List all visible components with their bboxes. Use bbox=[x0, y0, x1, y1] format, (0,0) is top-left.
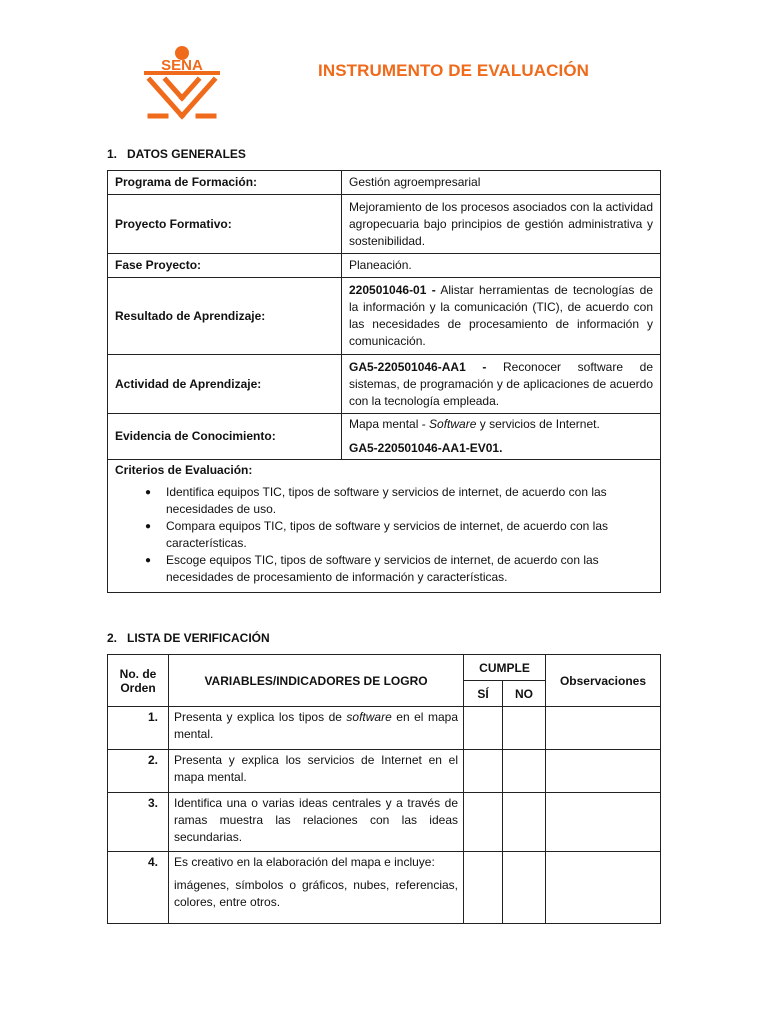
list-item: ● Escoge equipos TIC, tipos de software y servicios de internet, de acuerdo con las necesidades de procesamiento de información y características. bbox=[145, 553, 599, 584]
evidence-em: Software bbox=[429, 417, 477, 431]
header-row bbox=[108, 655, 661, 681]
bullet-icon: ● bbox=[145, 521, 152, 532]
row-value: Gestión agroempresarial bbox=[342, 171, 661, 195]
result-code: 220501046-01 - bbox=[349, 283, 436, 297]
section-lista-verificacion: 2. LISTA DE VERIFICACIÓN bbox=[107, 631, 270, 645]
row-label: Resultado de Aprendizaje: bbox=[108, 278, 342, 355]
row-indicator: Presenta y explica los servicios de Internet en el mapa mental. bbox=[169, 750, 464, 793]
sena-logo bbox=[140, 44, 224, 120]
row-label: Fase Proyecto: bbox=[108, 254, 342, 278]
table-row bbox=[108, 171, 661, 195]
header-num: No. de Orden bbox=[108, 655, 169, 707]
row-value: Planeación. bbox=[342, 254, 661, 278]
row-value bbox=[342, 355, 661, 414]
row-label: Proyecto Formativo: bbox=[108, 195, 342, 254]
cell-si[interactable] bbox=[464, 793, 503, 852]
cell-no[interactable] bbox=[503, 750, 546, 793]
row-number: 1. bbox=[108, 707, 169, 750]
list-item: ● Identifica equipos TIC, tipos de software y servicios de internet, de acuerdo con las necesidades de uso. bbox=[145, 485, 607, 516]
evidence-code: GA5-220501046-AA1-EV01. bbox=[349, 441, 503, 455]
list-item: ● Compara equipos TIC, tipos de software y servicios de internet, de acuerdo con las características. bbox=[145, 519, 609, 550]
row-value: Mejoramiento de los procesos asociados con la actividad agropecuaria bajo principios de gestión administrativa y sostenibilidad. bbox=[342, 195, 661, 254]
logo-text: SENA bbox=[161, 57, 203, 74]
criteria-list bbox=[115, 484, 653, 586]
table-row bbox=[108, 254, 661, 278]
row-label: Programa de Formación: bbox=[108, 171, 342, 195]
table-row bbox=[108, 355, 661, 414]
evidence-pre: Mapa mental - bbox=[349, 417, 430, 431]
table-row bbox=[108, 195, 661, 254]
header-indicator: VARIABLES/INDICADORES DE LOGRO bbox=[169, 655, 464, 707]
header-no: NO bbox=[503, 681, 546, 707]
cell-si[interactable] bbox=[464, 707, 503, 750]
row-value bbox=[342, 414, 661, 460]
checklist-table bbox=[107, 654, 661, 924]
indicator-em: software bbox=[346, 710, 392, 724]
table-row bbox=[108, 278, 661, 355]
cell-observaciones[interactable] bbox=[546, 750, 661, 793]
row-number: 3. bbox=[108, 793, 169, 852]
row-indicator: Identifica una o varias ideas centrales y a través de ramas muestra las relaciones con las ideas secundarias. bbox=[169, 793, 464, 852]
document-title: INSTRUMENTO DE EVALUACIÓN bbox=[318, 61, 590, 80]
bullet-icon: ● bbox=[145, 487, 152, 498]
table-row bbox=[108, 750, 661, 793]
row-label: Actividad de Aprendizaje: bbox=[108, 355, 342, 414]
activity-text: Reconocer software de sistemas, de programación y de aplicaciones de acuerdo con la tecnología empleada. bbox=[349, 359, 653, 408]
cell-observaciones[interactable] bbox=[546, 852, 661, 924]
row-indicator: Presenta y explica los tipos de software en el mapa mental. bbox=[169, 707, 464, 750]
row-number: 4. bbox=[108, 852, 169, 924]
general-data-table bbox=[107, 170, 661, 593]
row-label: Evidencia de Conocimiento: bbox=[108, 414, 342, 460]
section-datos-generales: 1. DATOS GENERALES bbox=[107, 147, 246, 161]
cell-si[interactable] bbox=[464, 852, 503, 924]
header-cumple: CUMPLE bbox=[464, 655, 546, 681]
table-row bbox=[108, 707, 661, 750]
table-row bbox=[108, 414, 661, 460]
cell-observaciones[interactable] bbox=[546, 793, 661, 852]
bullet-icon: ● bbox=[145, 555, 152, 566]
table-row bbox=[108, 793, 661, 852]
row-number: 2. bbox=[108, 750, 169, 793]
cell-observaciones[interactable] bbox=[546, 707, 661, 750]
row-indicator: Es creativo en la elaboración del mapa e incluye: imágenes, símbolos o gráficos, nubes, referencias, colores, entre otros. bbox=[169, 852, 464, 924]
evidence-post: y servicios de Internet. bbox=[476, 417, 600, 431]
criteria-title: Criterios de Evaluación: bbox=[115, 463, 253, 477]
cell-no[interactable] bbox=[503, 852, 546, 924]
row-value bbox=[342, 278, 661, 355]
header-si: SÍ bbox=[464, 681, 503, 707]
cell-no[interactable] bbox=[503, 793, 546, 852]
cell-si[interactable] bbox=[464, 750, 503, 793]
cell-no[interactable] bbox=[503, 707, 546, 750]
table-row bbox=[108, 852, 661, 924]
result-text: Alistar herramientas de tecnologías de la información y la comunicación (TIC), de acuerdo con las necesidades de procesamiento de información y comunicación. bbox=[349, 283, 654, 348]
activity-code: GA5-220501046-AA1 - bbox=[349, 359, 487, 374]
header-observaciones: Observaciones bbox=[546, 655, 661, 707]
criteria-cell bbox=[108, 460, 661, 593]
table-row bbox=[108, 460, 661, 593]
